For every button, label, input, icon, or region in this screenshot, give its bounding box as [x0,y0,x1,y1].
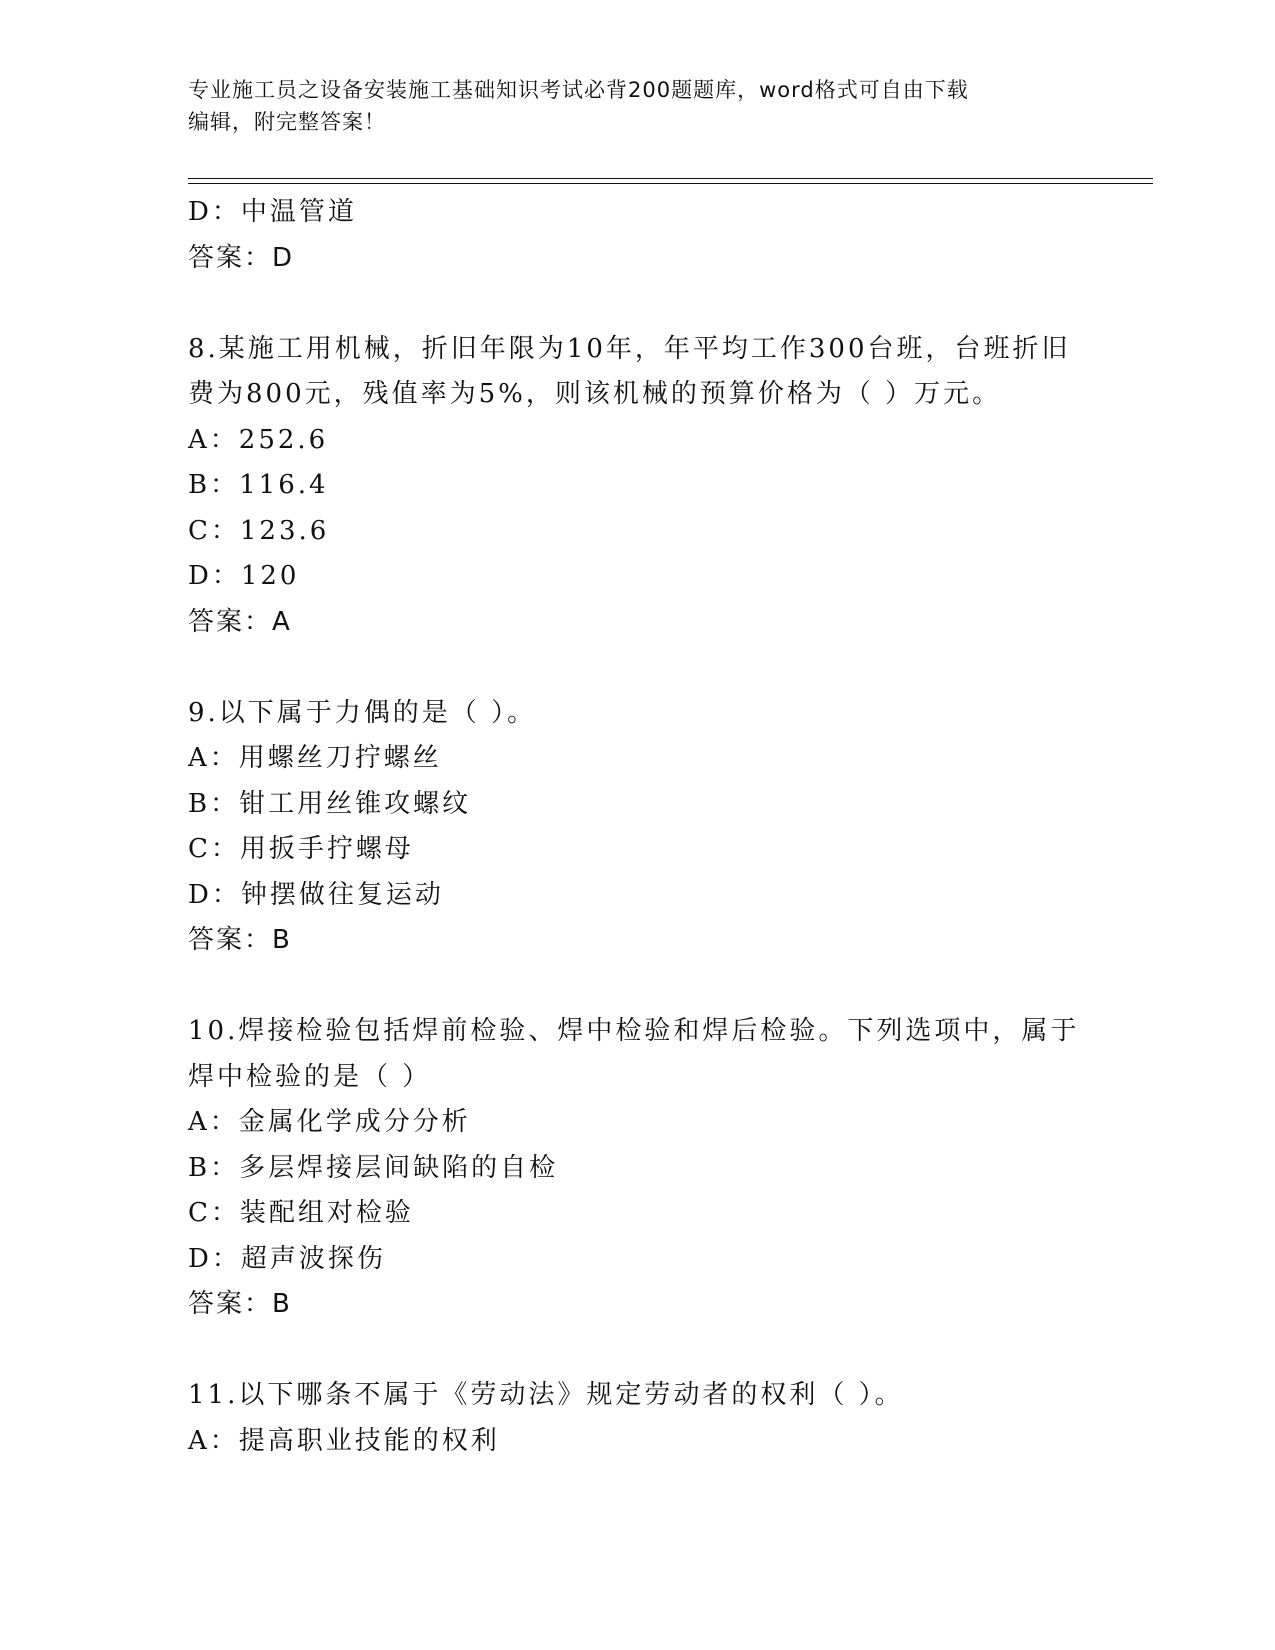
spacer [188,1328,1088,1374]
question-11-line-1: 11.以下哪条不属于《劳动法》规定劳动者的权利（ ）。 [188,1380,904,1410]
question-10-line-2: 焊中检验的是（ ） [188,1061,432,1092]
question-8-option-a: A：252.6 [188,424,329,455]
prev-answer: 答案：D [188,242,295,273]
question-9-option-d: D：钟摆做往复运动 [188,879,444,910]
document-header [188,74,1068,138]
spacer [188,964,1088,1010]
header-divider-bottom [188,183,1153,184]
question-9-option-a: A：用螺丝刀拧螺丝 [188,743,442,773]
question-10-option-c: C：装配组对检验 [188,1198,414,1228]
question-8-answer: 答案：A [188,606,292,637]
question-8-line-1: 8.某施工用机械，折旧年限为10年，年平均工作300台班，台班折旧 [188,333,1071,364]
header-divider-top [188,178,1153,179]
spacer [188,645,1088,691]
question-11-option-a: A：提高职业技能的权利 [188,1425,500,1456]
question-10-line-1: 10.焊接检验包括焊前检验、焊中检验和焊后检验。下列选项中，属于 [188,1016,1080,1046]
question-8-text [188,327,1088,418]
question-9-option-b: B：钳工用丝锥攻螺纹 [188,788,472,819]
question-10-option-b: B：多层焊接层间缺陷的自检 [188,1152,559,1183]
question-9-line-1: 9.以下属于力偶的是（ ）。 [188,697,537,728]
header-title-line-1: 专业施工员之设备安装施工基础知识考试必背200题题库，word格式可自由下载 [188,78,969,102]
question-10-text [188,1009,1088,1100]
prev-option-d: D：中温管道 [188,197,357,227]
question-9-answer: 答案：B [188,925,292,955]
question-8-line-2: 费为800元，残值率为5%，则该机械的预算价格为（ ）万元。 [188,379,1002,409]
question-8-option-b: B：116.4 [188,470,329,500]
question-10-option-a: A：金属化学成分分析 [188,1107,471,1137]
question-10-option-d: D：超声波探伤 [188,1243,386,1274]
spacer [188,281,1088,327]
question-9-text [188,691,1088,737]
header-title-line-2: 编辑，附完整答案！ [188,110,386,134]
question-11-text [188,1373,1088,1419]
question-10-answer: 答案：B [188,1289,292,1319]
question-8-option-c: C：123.6 [188,515,330,546]
question-9-option-c: C：用扳手拧螺母 [188,834,414,864]
question-list [188,190,1088,1464]
question-8-option-d: D：120 [188,561,300,591]
